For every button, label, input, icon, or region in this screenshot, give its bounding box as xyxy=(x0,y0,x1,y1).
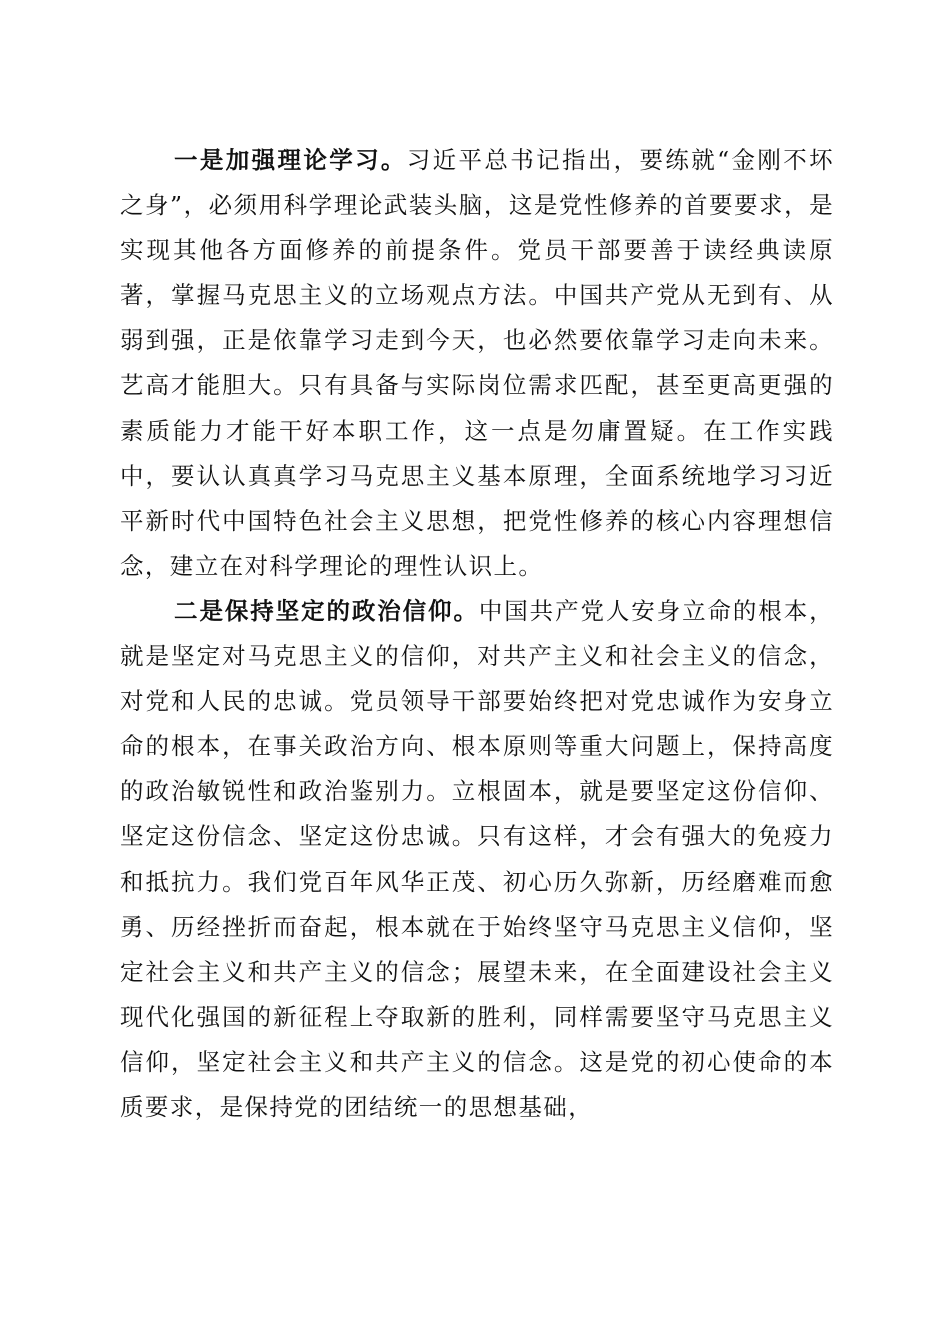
paragraph-heading: 二是保持坚定的政治信仰。 xyxy=(174,596,479,625)
paragraph-heading: 一是加强理论学习。 xyxy=(174,146,407,174)
paragraph-text: 中国共产党人安身立命的根本，就是坚定对马克思主义的信仰，对共产主义和社会主义的信念，对党和人民的忠诚。党员领导干部要始终把对党忠诚作为安身立命的根本，在事关政治方向、根本原则等重大问题上，保持高度的政治敏锐性和政治鉴别力。立根固本，就是要坚定这份信仰、坚定这份信念、坚定这份忠诚。只有这样，才会有强大的免疫力和抵抗力。我们党百年风华正茂、初心历久弥新，历经磨难而愈勇、历经挫折而奋起，根本就在于始终坚守马克思主义信仰，坚定社会主义和共产主义的信念；展望未来，在全面建设社会主义现代化强国的新征程上夺取新的胜利，同样需要坚守马克思主义信仰，坚定社会主义和共产主义的信念。这是党的初心使命的本质要求，是保持党的团结统一的思想基础， xyxy=(120,596,834,1121)
paragraph-theory-study xyxy=(120,138,834,589)
document-body xyxy=(120,138,834,1130)
paragraph-political-belief xyxy=(120,589,834,1130)
paragraph-text: 习近平总书记指出，要练就“金刚不坏之身”，必须用科学理论武装头脑，这是党性修养的首要要求，是实现其他各方面修养的前提条件。党员干部要善于读经典读原著，掌握马克思主义的立场观点方法。中国共产党从无到有、从弱到强，正是依靠学习走到今天，也必然要依靠学习走向未来。艺高才能胆大。只有具备与实际岗位需求匹配，甚至更高更强的素质能力才能干好本职工作，这一点是勿庸置疑。在工作实践中，要认认真真学习马克思主义基本原理，全面系统地学习习近平新时代中国特色社会主义思想，把党性修养的核心内容理想信念，建立在对科学理论的理性认识上。 xyxy=(120,146,834,580)
